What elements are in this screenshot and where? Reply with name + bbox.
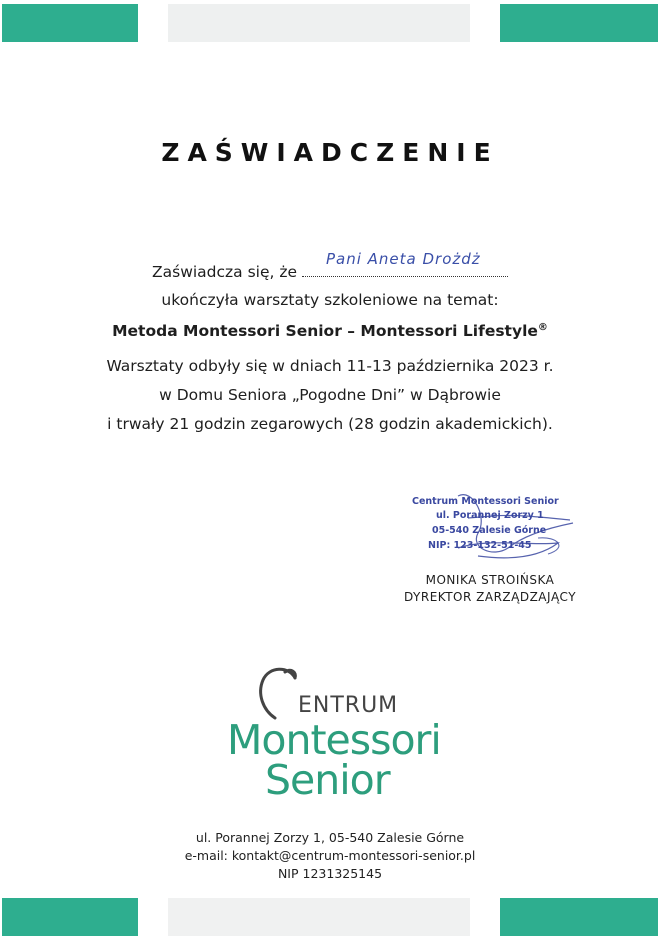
bottom-band-right <box>500 898 658 936</box>
duration-line: i trwały 21 godzin zegarowych (28 godzin akademickich). <box>107 415 553 433</box>
signer-role: DYREKTOR ZARZĄDZAJĄCY <box>403 590 577 604</box>
footer-email: e-mail: kontakt@centrum-montessori-senior.pl <box>184 848 476 863</box>
certificate-title: ZAŚWIADCZENIE <box>161 138 499 167</box>
registered-mark: ® <box>537 322 548 333</box>
top-band-left <box>2 4 138 42</box>
completed-line: ukończyła warsztaty szkoleniowe na temat: <box>161 291 499 309</box>
certify-prefix: Zaświadcza się, że <box>152 263 298 281</box>
workshop-topic <box>0 322 660 340</box>
name-field <box>302 250 508 277</box>
dates-line: Warsztaty odbyły się w dniach 11-13 października 2023 r. <box>106 357 554 375</box>
venue-line: w Domu Seniora „Pogodne Dni” w Dąbrowie <box>159 386 501 404</box>
stamp-city: 05-540 Zalesie Górne <box>432 525 547 536</box>
centrum-montessori-logo <box>225 664 455 804</box>
signature <box>398 488 588 570</box>
footer-nip: NIP 1231325145 <box>277 866 383 881</box>
workshop-topic-text: Metoda Montessori Senior – Montessori Lifestyle <box>112 322 538 341</box>
footer-address: ul. Porannej Zorzy 1, 05-540 Zalesie Górne <box>195 830 465 845</box>
certify-line <box>0 250 660 281</box>
bottom-band-left <box>2 898 138 936</box>
stamp-company: Centrum Montessori Senior <box>412 496 559 507</box>
top-band-center <box>168 4 470 42</box>
signer-name: MONIKA STROIŃSKA <box>425 573 555 587</box>
logo-centrum: ENTRUM <box>298 693 399 718</box>
logo-heart-c-icon <box>255 664 301 724</box>
company-stamp <box>398 488 588 570</box>
top-band-right <box>500 4 658 42</box>
handwritten-name: Pani Aneta Drożdż <box>325 250 481 268</box>
logo-senior: Senior <box>265 756 390 804</box>
stamp-street: ul. Porannej Zorzy 1 <box>436 510 544 521</box>
stamp-nip: NIP: 123-132-51-45 <box>428 540 532 551</box>
bottom-band-center <box>168 898 470 936</box>
logo-montessori: Montessori <box>227 716 441 764</box>
